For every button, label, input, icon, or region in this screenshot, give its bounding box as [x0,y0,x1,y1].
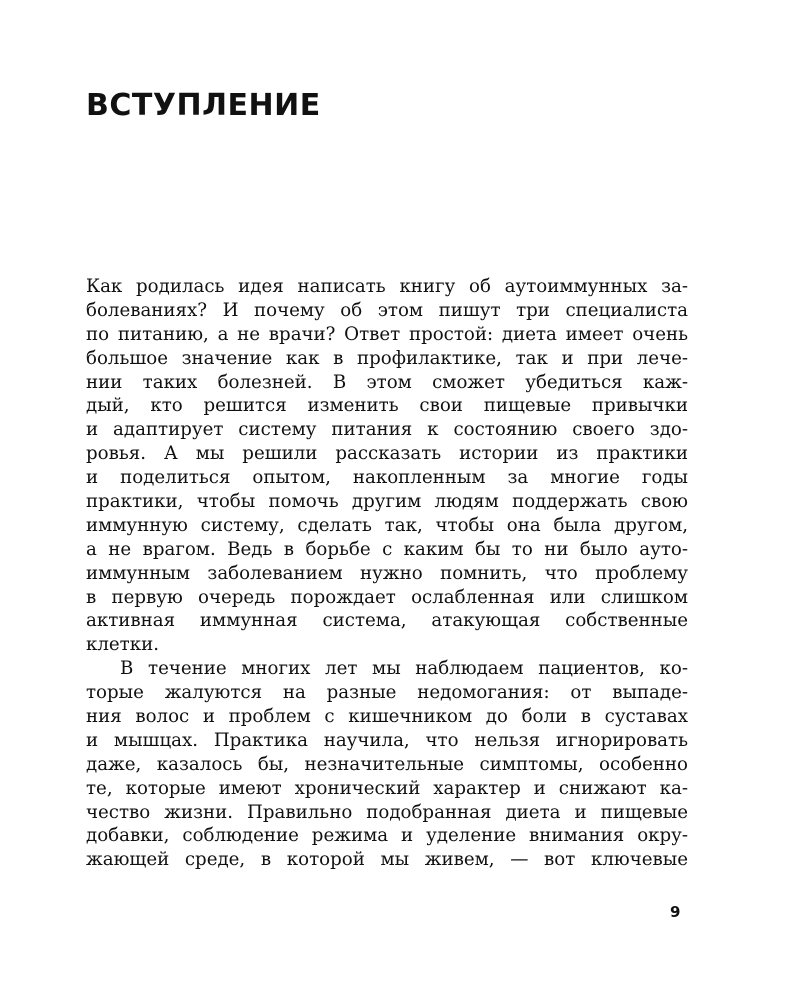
text-line: практики, чтобы помочь другим людям поддержать свою [86,491,688,513]
text-line: ния волос и проблем с кишечником до боли в суставах [86,706,688,728]
text-line: торые жалуются на разные недомогания: от выпаде- [86,682,688,704]
text-line: те, которые имеют хронический характер и снижают ка- [86,777,688,799]
page-number: 9 [670,903,681,921]
text-line: по питанию, а не врачи? Ответ простой: диета имеет очень [86,323,688,345]
text-line: ровья. А мы решили рассказать истории из практики [86,443,688,465]
text-line: большое значение как в профилактике, так и при лече- [86,347,688,369]
text-line: иммунную систему, сделать так, чтобы она была другом, [86,514,688,536]
text-line: дый, кто решится изменить свои пищевые привычки [86,395,688,417]
text-line: даже, казалось бы, незначительные симптомы, особенно [86,753,688,775]
text-line: жающей среде, в которой мы живем, — вот ключевые [86,849,688,871]
text-line: нии таких болезней. В этом сможет убедиться каж- [86,371,688,393]
body-text [86,275,688,872]
chapter-title: ВСТУПЛЕНИЕ [86,88,321,123]
text-line: Как родилась идея написать книгу об аутоиммунных за- [86,276,688,297]
text-line: и поделиться опытом, накопленным за многие годы [86,467,688,489]
text-line: и адаптирует систему питания к состоянию своего здо- [86,419,688,441]
text-line: добавки, соблюдение режима и уделение внимания окру- [86,825,688,847]
text-line: чество жизни. Правильно подобранная диета и пищевые [86,801,688,823]
text-line: иммунным заболеванием нужно помнить, что проблему [86,562,688,584]
text-line: и мышцах. Практика научила, что нельзя игнорировать [86,729,688,751]
text-line: В течение многих лет мы наблюдаем пациентов, ко- [120,658,688,680]
text-line: активная иммунная система, атакующая собственные [86,610,688,632]
text-line: клетки. [86,634,160,656]
text-line: а не врагом. Ведь в борьбе с каким бы то ни было ауто- [86,538,688,560]
text-line: болеваниях? И почему об этом пишут три специалиста [86,299,688,321]
text-line: в первую очередь порождает ослабленная или слишком [86,586,688,608]
